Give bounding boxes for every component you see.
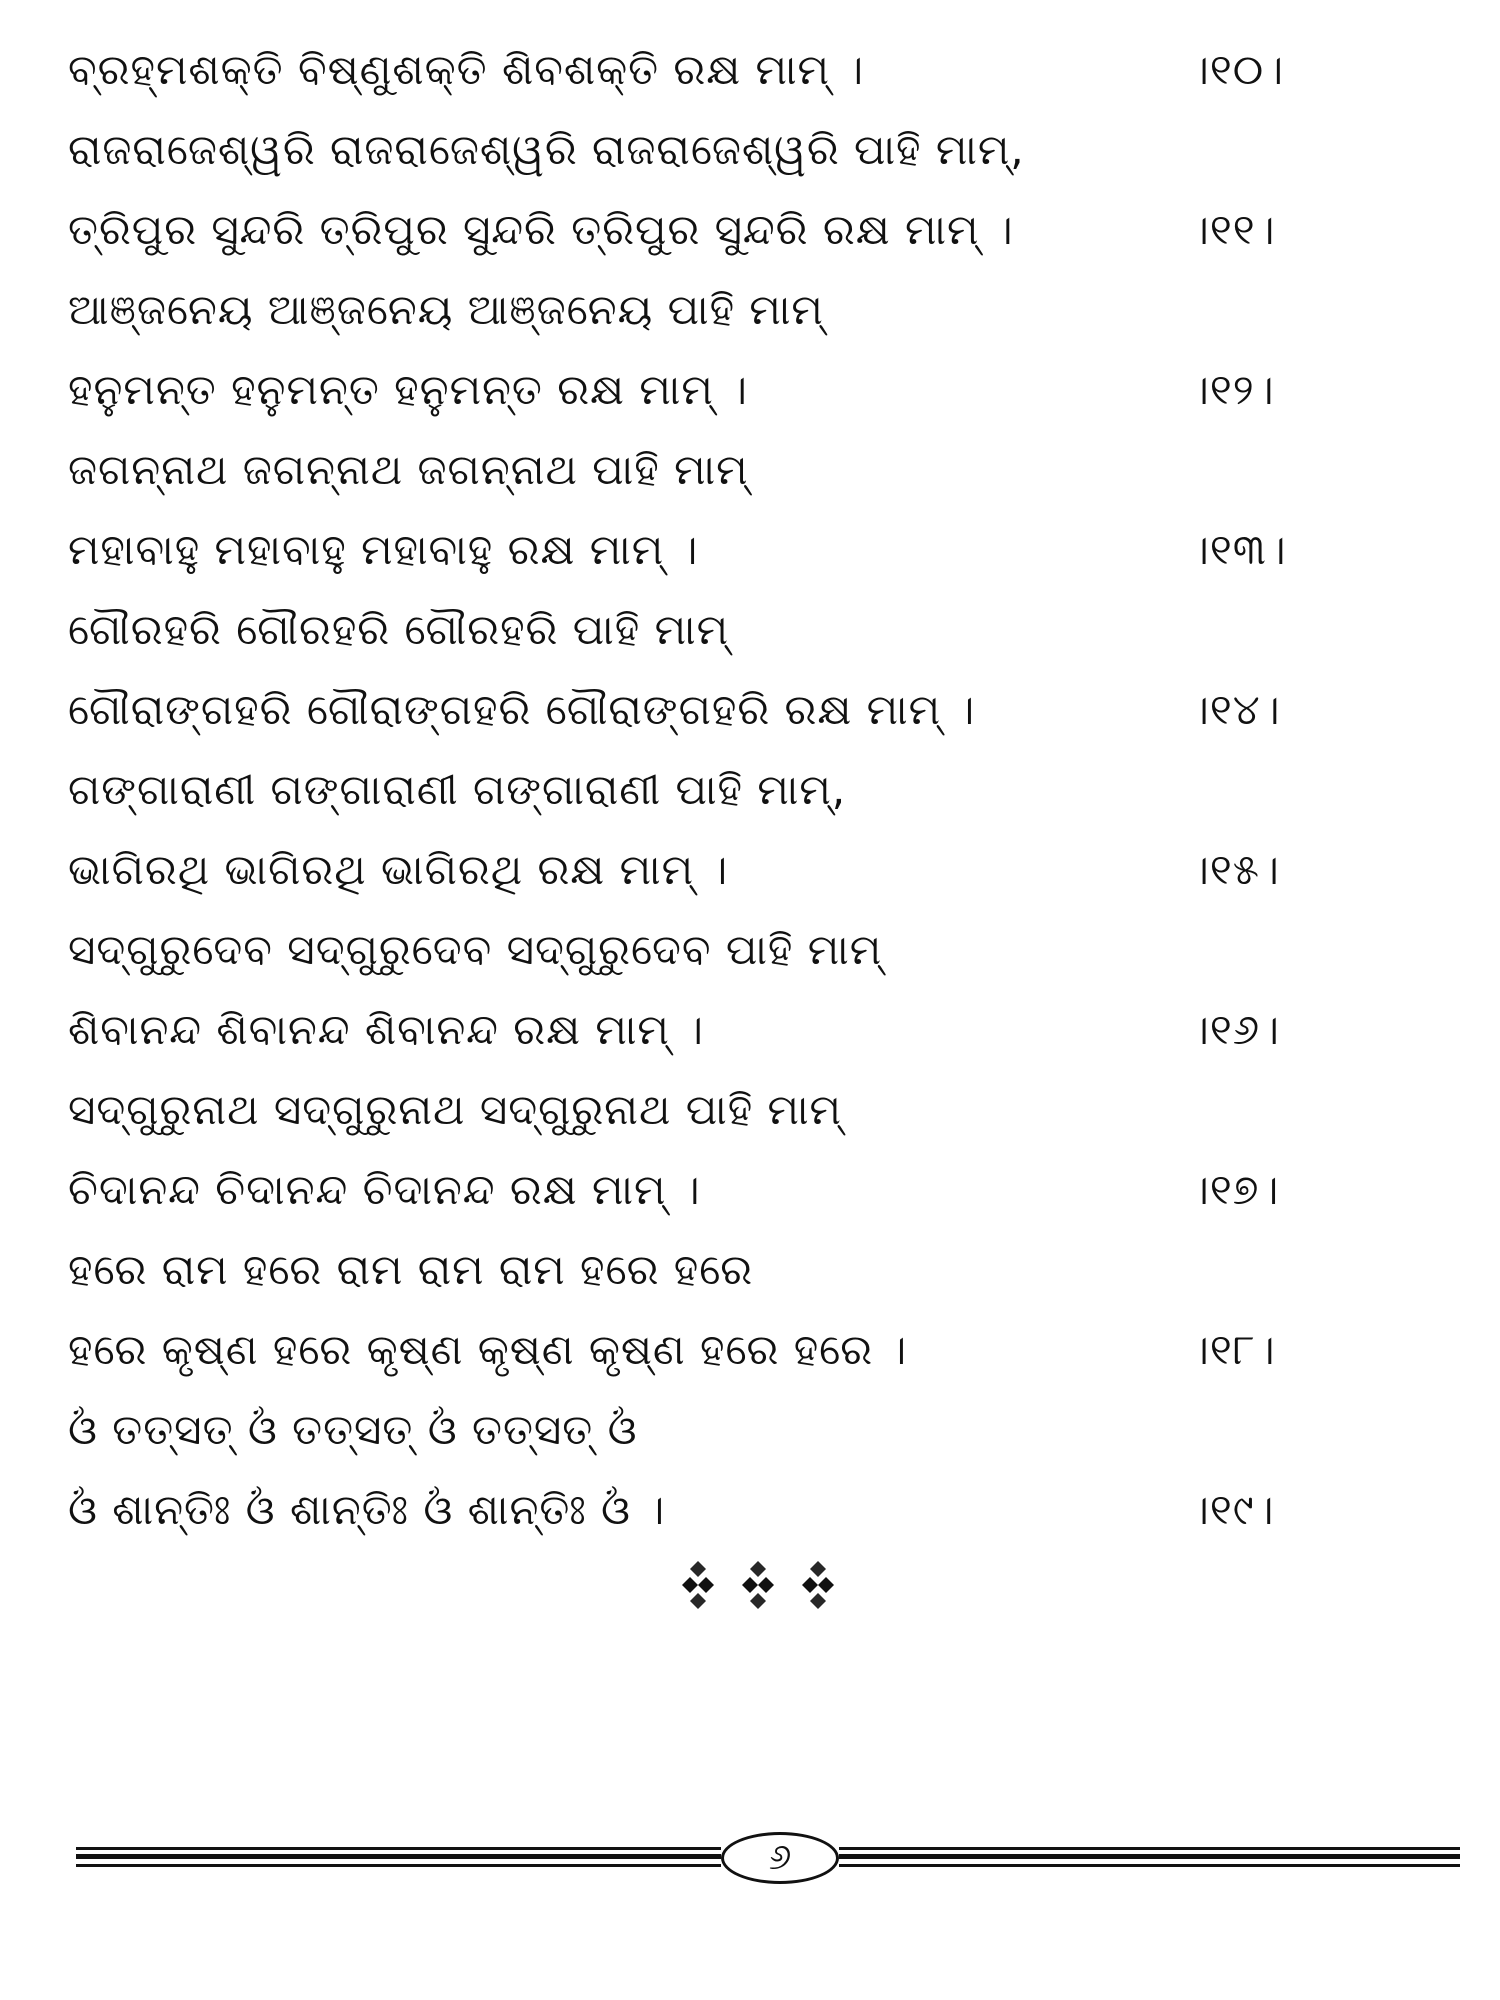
footer-rule [76,1864,721,1867]
verse-text: ହରେ କୃଷ୍ଣ ହରେ କୃଷ୍ଣ କୃଷ୍ଣ କୃଷ୍ଣ ହରେ ହରେ । [68,1325,908,1374]
verse-text: ମହାବାହୁ ମହାବାହୁ ମହାବାହୁ ରକ୍ଷ ମାମ୍ । [68,525,699,574]
verse-text: ଭାଗିରଥି ଭାଗିରଥି ଭାଗିରଥି ରକ୍ଷ ମାମ୍ । [68,845,729,894]
verse-number: ।୧୭। [1190,1165,1280,1214]
verse-text: ଶିବାନନ୍ଦ ଶିବାନନ୍ଦ ଶିବାନନ୍ଦ ରକ୍ଷ ମାମ୍ । [68,1005,705,1054]
page-number: ୬ [721,1832,839,1884]
verse-number: ।୧୯। [1190,1485,1275,1534]
verse-text: ତ୍ରିପୁର ସୁନ୍ଦରି ତ୍ରିପୁର ସୁନ୍ଦରି ତ୍ରିପୁର ସୁନ୍ଦରି ରକ୍ଷ ମାମ୍ । [68,205,1014,254]
verse-text: ହନୁମନ୍ତ ହନୁମନ୍ତ ହନୁମନ୍ତ ରକ୍ଷ ମାମ୍ । [68,365,749,414]
verse-line [60,1470,1340,1550]
verse-line [60,430,1340,510]
verse-list [60,30,1340,1550]
verse-line [60,670,1340,750]
verse-line [60,30,1340,110]
verse-line [60,1150,1340,1230]
verse-text: ଓଁ ତତ୍‌ସତ୍ ଓଁ ତତ୍‌ସତ୍ ଓଁ ତତ୍‌ସତ୍ ଓଁ [68,1405,638,1454]
verse-text: ଗୌରାଙ୍ଗହରି ଗୌରାଙ୍ଗହରି ଗୌରାଙ୍ଗହରି ରକ୍ଷ ମାମ୍ । [68,685,976,734]
verse-line [60,1390,1340,1470]
verse-number: ।୧୮। [1190,1325,1276,1374]
verse-number: ।୧୨। [1190,365,1275,414]
verse-text: ଗଙ୍ଗାରାଣୀ ଗଙ୍ଗାରାଣୀ ଗଙ୍ଗାରାଣୀ ପାହି ମାମ୍, [68,765,847,814]
page-footer [76,1830,1460,1890]
footer-rule [839,1864,1460,1867]
verse-line [60,910,1340,990]
verse-line [60,1230,1340,1310]
verse-number: ।୧୬। [1190,1005,1281,1054]
footer-rule [76,1854,721,1859]
diamond-cluster-ornament-icon [670,1555,860,1615]
footer-rule [839,1854,1460,1859]
verse-text: ଓଁ ଶାନ୍ତିଃ ଓଁ ଶାନ୍ତିଃ ଓଁ ଶାନ୍ତିଃ ଓଁ । [68,1485,666,1534]
verse-text: ରାଜରାଜେଶ୍ୱରି ରାଜରାଜେଶ୍ୱରି ରାଜରାଜେଶ୍ୱରି ପାହି ମାମ୍, [68,125,1025,174]
verse-text: ଜଗନ୍ନାଥ ଜଗନ୍ନାଥ ଜଗନ୍ନାଥ ପାହି ମାମ୍ [68,445,749,494]
verse-line [60,1070,1340,1150]
footer-rule [839,1847,1460,1850]
verse-text: ବ୍ରହ୍ମଶକ୍ତି ବିଷ୍ଣୁଶକ୍ତି ଶିବଶକ୍ତି ରକ୍ଷ ମାମ୍ । [68,45,865,94]
verse-text: ଆଞ୍ଜନେୟ ଆଞ୍ଜନେୟ ଆଞ୍ଜନେୟ ପାହି ମାମ୍ [68,285,824,334]
verse-number: ।୧୪। [1190,685,1281,734]
footer-rule [76,1847,721,1850]
verse-text: ଗୌରହରି ଗୌରହରି ଗୌରହରି ପାହି ମାମ୍ [68,605,729,654]
verse-text: ହରେ ରାମ ହରେ ରାମ ରାମ ରାମ ହରେ ହରେ [68,1245,754,1294]
verse-number: ।୧୫। [1190,845,1280,894]
verse-number: ।୧୦। [1190,45,1285,94]
verse-line [60,830,1340,910]
verse-line [60,110,1340,190]
verse-number: ।୧୩। [1190,525,1287,574]
verse-line [60,190,1340,270]
verse-line [60,990,1340,1070]
verse-text: ସଦ୍‌ଗୁରୁନାଥ ସଦ୍‌ଗୁରୁନାଥ ସଦ୍‌ଗୁରୁନାଥ ପାହି ମାମ୍ [68,1085,842,1134]
verse-number: ।୧୧। [1190,205,1276,254]
verse-line [60,270,1340,350]
verse-line [60,1310,1340,1390]
verse-text: ସଦ୍‌ଗୁରୁଦେବ ସଦ୍‌ଗୁରୁଦେବ ସଦ୍‌ଗୁରୁଦେବ ପାହି ମାମ୍ [68,925,883,974]
verse-text: ଚିଦାନନ୍ଦ ଚିଦାନନ୍ଦ ଚିଦାନନ୍ଦ ରକ୍ଷ ମାମ୍ । [68,1165,701,1214]
verse-line [60,350,1340,430]
verse-line [60,510,1340,590]
verse-line [60,590,1340,670]
verse-line [60,750,1340,830]
